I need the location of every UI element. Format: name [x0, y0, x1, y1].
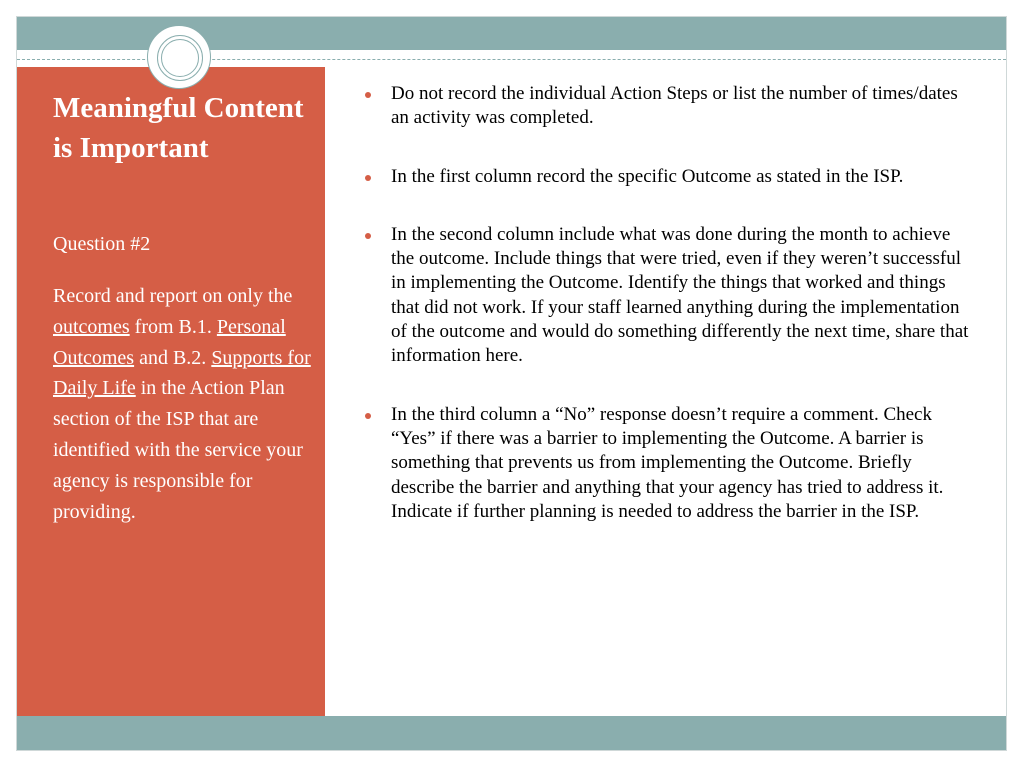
bullet-dot-icon [365, 175, 371, 181]
bullet-item [362, 82, 972, 131]
intro-text-1: Record and report on only the [53, 285, 293, 307]
bullet-text: In the first column record the specific Outcome as stated in the ISP. [391, 165, 904, 187]
outcomes-link[interactable]: outcomes [53, 315, 130, 338]
slide-title: Meaningful Content is Important [53, 92, 304, 164]
intro-text-2: from B.1. [129, 315, 217, 338]
bullet-dot-icon [365, 413, 371, 419]
intro-text-4: in the Action Plan section of the ISP that are identified with the service your agency is responsible for providing. [53, 377, 303, 523]
bullet-item [362, 403, 972, 524]
supports-daily-life-link[interactable]: Supports for Daily Life [53, 346, 311, 400]
bullet-dot-icon [365, 92, 371, 98]
bullet-list [362, 82, 972, 558]
emblem-inner-ring [161, 39, 199, 77]
bullet-text: In the second column include what was done during the month to achieve the outcome. Include things that were tried, even if they weren’t successful in implementing the Outcome. Identify the things that worked and things that did not work. If your staff learned anything during the implementation of the outcome and would do something differently the next time, share that information here. [391, 223, 969, 367]
bottom-band [17, 716, 1006, 750]
bullet-item [362, 165, 972, 189]
bullet-dot-icon [365, 233, 371, 239]
bullet-text: Do not record the individual Action Steps or list the number of times/dates an activity was completed. [391, 83, 958, 129]
bullet-text: In the third column a “No” response doesn’t require a comment. Check “Yes” if there was a barrier to implementing the Outcome. A barrier is something that prevents us from implementing the Outcome. Briefly describe the barrier and anything that your agency has tried to address it. Indicate if further planning is needed to address the barrier in the ISP. [391, 403, 944, 522]
bullet-item [362, 223, 972, 369]
personal-outcomes-link[interactable]: Personal Outcomes [53, 315, 286, 369]
circle-emblem-icon [147, 25, 211, 89]
intro-paragraph [53, 281, 311, 527]
intro-text-3: and B.2. [134, 346, 212, 369]
slide-subtitle: Question #2 [53, 233, 151, 255]
